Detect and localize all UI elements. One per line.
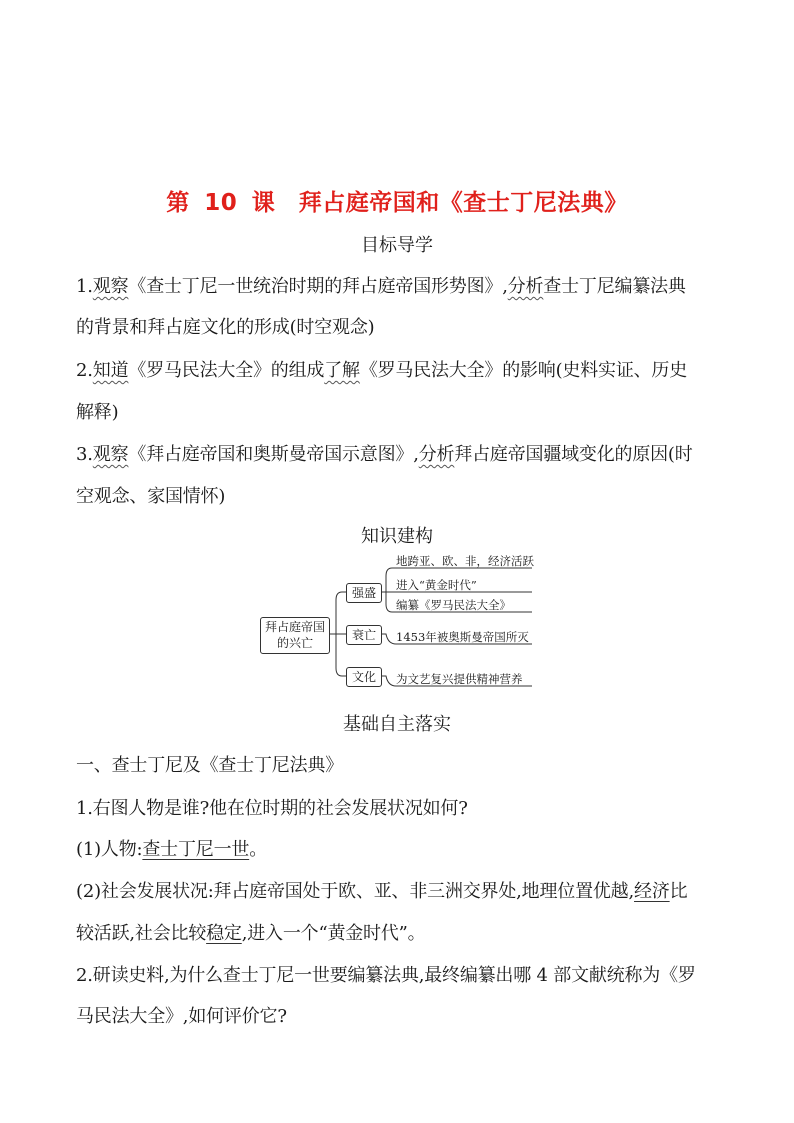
goal-2-line-2: 解释) xyxy=(76,402,119,423)
keyword-analyze: 分析 xyxy=(507,276,544,297)
answer-blank: 查士丁尼一世 xyxy=(142,839,250,860)
mindmap-branch-culture: 文化 xyxy=(346,667,382,687)
mindmap-branch-strong: 强盛 xyxy=(346,583,382,603)
keyword-know: 知道 xyxy=(92,360,129,381)
answer-1-2-line-1: (2)社会发展状况:拜占庭帝国处于欧、亚、非三洲交界处,地理位置优越,经济比 xyxy=(76,881,688,902)
goal-3-line-2: 空观念、家国情怀) xyxy=(76,486,226,507)
goal-1-line-2: 的背景和拜占庭文化的形成(时空观念) xyxy=(76,317,375,338)
keyword-observe: 观察 xyxy=(92,276,129,297)
goal-2-line-1: 2.知道《罗马民法大全》的组成了解《罗马民法大全》的影响(史料实证、历史 xyxy=(76,360,688,381)
page-title: 第 10 课 拜占庭帝国和《查士丁尼法典》 xyxy=(166,190,628,216)
mindmap-leaf: 编纂《罗马民法大全》 xyxy=(396,598,511,612)
answer-1-2-line-2: 较活跃,社会比较稳定,进入一个“黄金时代”。 xyxy=(76,923,426,944)
keyword-analyze-2: 分析 xyxy=(418,444,455,465)
goal-3-line-1: 3.观察《拜占庭帝国和奥斯曼帝国示意图》,分析拜占庭帝国疆域变化的原因(时 xyxy=(76,444,693,465)
keyword-observe-2: 观察 xyxy=(92,444,129,465)
section-heading-knowledge: 知识建构 xyxy=(361,526,433,547)
question-1: 1.右图人物是谁?他在位时期的社会发展状况如何? xyxy=(76,798,468,819)
mindmap-branch-decline: 衰亡 xyxy=(346,625,382,645)
answer-blank: 稳定 xyxy=(206,923,242,944)
question-2-line-1: 2.研读史料,为什么查士丁尼一世要编纂法典,最终编纂出哪 4 部文献统称为《罗 xyxy=(76,965,696,986)
answer-1-1: (1)人物:查士丁尼一世。 xyxy=(76,839,267,860)
mindmap-leaf: 1453年被奥斯曼帝国所灭 xyxy=(396,630,529,644)
mindmap-leaf: 为文艺复兴提供精神营养 xyxy=(396,672,523,686)
mindmap-leaf: 进入“黄金时代” xyxy=(396,578,477,592)
keyword-understand: 了解 xyxy=(324,360,360,381)
answer-blank: 经济 xyxy=(634,881,670,902)
mindmap-leaf: 地跨亚、欧、非，经济活跃 xyxy=(396,554,534,568)
part-1-heading: 一、查士丁尼及《查士丁尼法典》 xyxy=(76,755,343,776)
section-heading-basics: 基础自主落实 xyxy=(343,714,451,735)
section-heading-goals: 目标导学 xyxy=(361,235,433,256)
mindmap-root: 拜占庭帝国 的兴亡 xyxy=(260,617,330,654)
goal-1-line-1: 1.观察《查士丁尼一世统治时期的拜占庭帝国形势图》,分析查士丁尼编纂法典 xyxy=(76,276,686,297)
knowledge-mindmap xyxy=(260,556,540,692)
question-2-line-2: 马民法大全》,如何评价它? xyxy=(76,1006,287,1027)
